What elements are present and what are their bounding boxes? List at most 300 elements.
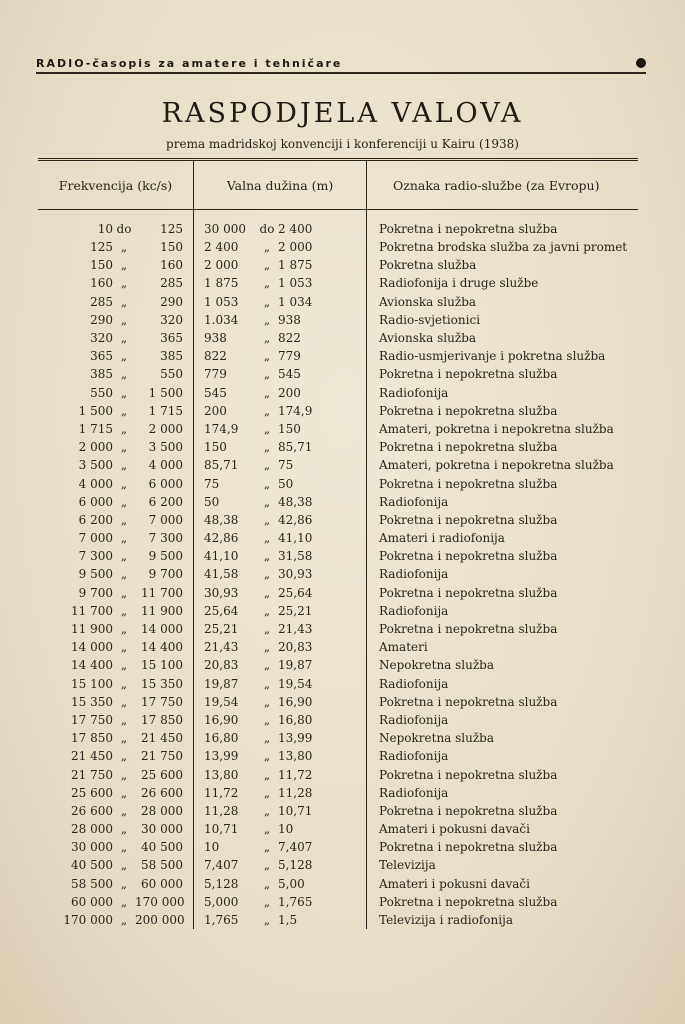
frequency-cell bbox=[38, 711, 194, 729]
frequency-separator: „ bbox=[120, 385, 128, 400]
table-row bbox=[38, 765, 638, 783]
table-row bbox=[38, 747, 638, 765]
running-header bbox=[36, 55, 646, 71]
wavelength-separator: „ bbox=[263, 258, 271, 273]
column-header-frequency: Frekvencija (kc/s) bbox=[38, 160, 194, 210]
service-cell: Radiofonija bbox=[367, 711, 639, 729]
wavelength-to: 13,99 bbox=[278, 731, 313, 746]
wavelength-cell bbox=[194, 293, 367, 311]
frequency-cell bbox=[38, 893, 194, 911]
wavelength-to: 19,87 bbox=[278, 658, 313, 673]
table-header-row bbox=[38, 160, 638, 210]
wavelength-separator: „ bbox=[263, 276, 271, 291]
frequency-from: 160 bbox=[90, 276, 113, 291]
wavelength-separator: do bbox=[259, 222, 275, 236]
frequency-from: 9 700 bbox=[78, 585, 113, 600]
wavelength-from: 25,64 bbox=[204, 603, 239, 618]
service-cell: Nepokretna služba bbox=[367, 656, 639, 674]
wavelength-cell bbox=[194, 911, 367, 929]
frequency-from: 15 100 bbox=[71, 676, 113, 691]
service-cell: Pokretna i nepokretna služba bbox=[367, 547, 639, 565]
wavelength-separator: „ bbox=[263, 840, 271, 855]
wavelength-separator: „ bbox=[263, 640, 271, 655]
frequency-separator: „ bbox=[120, 440, 128, 455]
frequency-to: 40 500 bbox=[141, 840, 183, 855]
frequency-to: 26 600 bbox=[141, 785, 183, 800]
frequency-from: 9 500 bbox=[78, 567, 113, 582]
wavelength-to: 30,93 bbox=[278, 567, 313, 582]
frequency-cell bbox=[38, 729, 194, 747]
frequency-from: 550 bbox=[90, 385, 113, 400]
frequency-from: 365 bbox=[90, 349, 113, 364]
service-cell: Avionska služba bbox=[367, 293, 639, 311]
service-cell: Radiofonija bbox=[367, 747, 639, 765]
table-row bbox=[38, 384, 638, 402]
frequency-separator: „ bbox=[120, 858, 128, 873]
service-cell: Pokretna i nepokretna služba bbox=[367, 838, 639, 856]
frequency-from: 3 500 bbox=[78, 458, 113, 473]
frequency-cell bbox=[38, 274, 194, 292]
table-row bbox=[38, 347, 638, 365]
wavelength-to: 545 bbox=[278, 367, 301, 382]
frequency-cell bbox=[38, 384, 194, 402]
wavelength-from: 30 000 bbox=[204, 222, 246, 236]
journal-name: RADIO-časopis za amatere i tehničare bbox=[36, 56, 343, 70]
table-row bbox=[38, 584, 638, 602]
frequency-cell bbox=[38, 856, 194, 874]
wavelength-to: 174,9 bbox=[278, 403, 313, 418]
frequency-separator: „ bbox=[120, 476, 128, 491]
frequency-from: 10 bbox=[97, 222, 113, 236]
frequency-separator: „ bbox=[120, 312, 128, 327]
frequency-from: 26 600 bbox=[71, 803, 113, 818]
wavelength-cell bbox=[194, 238, 367, 256]
frequency-separator: „ bbox=[120, 840, 128, 855]
frequency-separator: „ bbox=[120, 676, 128, 691]
wavelength-to: 41,10 bbox=[278, 531, 313, 546]
wavelength-to: 50 bbox=[278, 476, 294, 491]
frequency-cell bbox=[38, 311, 194, 329]
wavelength-from: 822 bbox=[204, 349, 227, 364]
column-header-service: Oznaka radio-službe (za Evropu) bbox=[367, 160, 639, 210]
wavelength-cell bbox=[194, 529, 367, 547]
frequency-to: 125 bbox=[160, 222, 183, 236]
wavelength-to: 75 bbox=[278, 458, 294, 473]
frequency-to: 2 000 bbox=[148, 421, 183, 436]
frequency-separator: „ bbox=[120, 822, 128, 837]
column-header-wavelength: Valna dužina (m) bbox=[194, 160, 367, 210]
wavelength-to: 25,64 bbox=[278, 585, 313, 600]
wavelength-from: 41,10 bbox=[204, 549, 239, 564]
frequency-to: 21 450 bbox=[141, 731, 183, 746]
wavelength-separator: „ bbox=[263, 367, 271, 382]
frequency-to: 58 500 bbox=[141, 858, 183, 873]
frequency-from: 14 400 bbox=[71, 658, 113, 673]
frequency-separator: „ bbox=[120, 785, 128, 800]
wavelength-separator: „ bbox=[263, 622, 271, 637]
wavelength-from: 1 875 bbox=[204, 276, 239, 291]
frequency-from: 21 750 bbox=[71, 767, 113, 782]
frequency-separator: „ bbox=[120, 567, 128, 582]
frequency-cell bbox=[38, 511, 194, 529]
frequency-cell bbox=[38, 838, 194, 856]
table-row bbox=[38, 856, 638, 874]
wavelength-from: 938 bbox=[204, 331, 227, 346]
frequency-to: 320 bbox=[160, 312, 183, 327]
wavelength-to: 10,71 bbox=[278, 803, 313, 818]
wavelength-from: 545 bbox=[204, 385, 227, 400]
wavelength-from: 1,765 bbox=[204, 913, 239, 928]
page-title: RASPODJELA VALOVA bbox=[161, 98, 524, 129]
frequency-separator: „ bbox=[120, 276, 128, 291]
wavelength-to: 10 bbox=[278, 822, 294, 837]
wavelength-from: 5,000 bbox=[204, 894, 239, 909]
wavelength-separator: „ bbox=[263, 694, 271, 709]
frequency-to: 11 700 bbox=[141, 585, 183, 600]
wavelength-cell bbox=[194, 638, 367, 656]
service-cell: Pokretna i nepokretna služba bbox=[367, 438, 639, 456]
frequency-from: 14 000 bbox=[71, 640, 113, 655]
frequency-to: 7 300 bbox=[148, 531, 183, 546]
wavelength-from: 10,71 bbox=[204, 822, 239, 837]
wavelength-to: 85,71 bbox=[278, 440, 313, 455]
frequency-to: 14 000 bbox=[141, 622, 183, 637]
service-cell: Pokretna i nepokretna služba bbox=[367, 765, 639, 783]
wavelength-separator: „ bbox=[263, 749, 271, 764]
service-cell: Pokretna i nepokretna služba bbox=[367, 365, 639, 383]
frequency-to: 17 750 bbox=[141, 694, 183, 709]
wavelength-to: 1 053 bbox=[278, 276, 313, 291]
wavelength-separator: „ bbox=[263, 913, 271, 928]
frequency-from: 6 200 bbox=[78, 512, 113, 527]
wavelength-separator: „ bbox=[263, 240, 271, 255]
wavelength-to: 31,58 bbox=[278, 549, 313, 564]
frequency-cell bbox=[38, 256, 194, 274]
frequency-cell bbox=[38, 875, 194, 893]
table-row bbox=[38, 529, 638, 547]
wavelength-separator: „ bbox=[263, 785, 271, 800]
frequency-to: 28 000 bbox=[141, 803, 183, 818]
wavelength-cell bbox=[194, 765, 367, 783]
wavelength-cell bbox=[194, 402, 367, 420]
wavelength-from: 7,407 bbox=[204, 858, 239, 873]
wavelength-separator: „ bbox=[263, 385, 271, 400]
wavelength-cell bbox=[194, 210, 367, 239]
frequency-cell bbox=[38, 693, 194, 711]
service-cell: Radiofonija bbox=[367, 602, 639, 620]
wavelength-separator: „ bbox=[263, 567, 271, 582]
frequency-cell bbox=[38, 293, 194, 311]
frequency-to: 4 000 bbox=[148, 458, 183, 473]
wavelength-cell bbox=[194, 875, 367, 893]
frequency-to: 160 bbox=[160, 258, 183, 273]
table-row bbox=[38, 238, 638, 256]
frequency-to: 285 bbox=[160, 276, 183, 291]
wavelength-to: 42,86 bbox=[278, 512, 313, 527]
service-cell: Radiofonija bbox=[367, 565, 639, 583]
wavelength-cell bbox=[194, 438, 367, 456]
frequency-cell bbox=[38, 420, 194, 438]
frequency-cell bbox=[38, 620, 194, 638]
frequency-separator: „ bbox=[120, 731, 128, 746]
wavelength-cell bbox=[194, 311, 367, 329]
frequency-from: 290 bbox=[90, 312, 113, 327]
wavelength-cell bbox=[194, 856, 367, 874]
frequency-to: 1 715 bbox=[148, 403, 183, 418]
frequency-from: 1 715 bbox=[78, 421, 113, 436]
wavelength-from: 2 400 bbox=[204, 240, 239, 255]
wavelength-separator: „ bbox=[263, 803, 271, 818]
service-cell: Pokretna brodska služba za javni promet bbox=[367, 238, 639, 256]
frequency-cell bbox=[38, 656, 194, 674]
frequency-to: 290 bbox=[160, 294, 183, 309]
wavelength-separator: „ bbox=[263, 440, 271, 455]
wavelength-from: 19,54 bbox=[204, 694, 239, 709]
service-cell: Pokretna služba bbox=[367, 256, 639, 274]
frequency-from: 58 500 bbox=[71, 876, 113, 891]
wavelength-from: 41,58 bbox=[204, 567, 239, 582]
frequency-to: 200 000 bbox=[135, 913, 185, 928]
frequency-separator: „ bbox=[120, 585, 128, 600]
table-row bbox=[38, 311, 638, 329]
table-row bbox=[38, 875, 638, 893]
wavelength-separator: „ bbox=[263, 676, 271, 691]
frequency-to: 9 500 bbox=[148, 549, 183, 564]
wavelength-separator: „ bbox=[263, 549, 271, 564]
table-row bbox=[38, 802, 638, 820]
wavelength-cell bbox=[194, 838, 367, 856]
service-cell: Nepokretna služba bbox=[367, 729, 639, 747]
wavelength-to: 779 bbox=[278, 349, 301, 364]
wavelength-separator: „ bbox=[263, 603, 271, 618]
wavelength-to: 11,72 bbox=[278, 767, 313, 782]
frequency-from: 60 000 bbox=[71, 894, 113, 909]
table-row bbox=[38, 711, 638, 729]
frequency-separator: „ bbox=[120, 803, 128, 818]
frequency-from: 385 bbox=[90, 367, 113, 382]
wavelength-cell bbox=[194, 784, 367, 802]
frequency-to: 15 100 bbox=[141, 658, 183, 673]
frequency-separator: „ bbox=[120, 603, 128, 618]
service-cell: Amateri, pokretna i nepokretna služba bbox=[367, 420, 639, 438]
frequency-cell bbox=[38, 820, 194, 838]
wavelength-to: 1,5 bbox=[278, 913, 298, 928]
wavelength-to: 20,83 bbox=[278, 640, 313, 655]
table-row bbox=[38, 210, 638, 239]
wavelength-from: 200 bbox=[204, 403, 227, 418]
frequency-separator: „ bbox=[120, 458, 128, 473]
frequency-to: 14 400 bbox=[141, 640, 183, 655]
wavelength-separator: „ bbox=[263, 349, 271, 364]
frequency-to: 150 bbox=[160, 240, 183, 255]
frequency-separator: „ bbox=[120, 512, 128, 527]
bullet-dot-icon bbox=[636, 58, 646, 68]
wavelength-cell bbox=[194, 584, 367, 602]
wavelength-cell bbox=[194, 329, 367, 347]
table-body bbox=[38, 210, 638, 930]
frequency-to: 6 200 bbox=[148, 494, 183, 509]
wavelength-separator: „ bbox=[263, 421, 271, 436]
frequency-separator: „ bbox=[120, 894, 128, 909]
wavelength-separator: „ bbox=[263, 585, 271, 600]
table-row bbox=[38, 256, 638, 274]
service-cell: Radio-usmjerivanje i pokretna služba bbox=[367, 347, 639, 365]
frequency-from: 21 450 bbox=[71, 749, 113, 764]
wavelength-cell bbox=[194, 893, 367, 911]
frequency-from: 30 000 bbox=[71, 840, 113, 855]
frequency-from: 320 bbox=[90, 331, 113, 346]
table-row bbox=[38, 820, 638, 838]
frequency-from: 7 300 bbox=[78, 549, 113, 564]
frequency-cell bbox=[38, 238, 194, 256]
wavelength-from: 20,83 bbox=[204, 658, 239, 673]
frequency-from: 2 000 bbox=[78, 440, 113, 455]
service-cell: Pokretna i nepokretna služba bbox=[367, 693, 639, 711]
table-row bbox=[38, 456, 638, 474]
frequency-cell bbox=[38, 438, 194, 456]
table-row bbox=[38, 493, 638, 511]
frequency-from: 17 750 bbox=[71, 712, 113, 727]
frequency-to: 365 bbox=[160, 331, 183, 346]
wavelength-separator: „ bbox=[263, 294, 271, 309]
wavelength-from: 174,9 bbox=[204, 421, 239, 436]
wavelength-from: 30,93 bbox=[204, 585, 239, 600]
service-cell: Radiofonija bbox=[367, 493, 639, 511]
wavelength-to: 11,28 bbox=[278, 785, 313, 800]
wavelength-separator: „ bbox=[263, 476, 271, 491]
frequency-from: 170 000 bbox=[63, 913, 113, 928]
wavelength-cell bbox=[194, 711, 367, 729]
service-cell: Televizija bbox=[367, 856, 639, 874]
frequency-to: 6 000 bbox=[148, 476, 183, 491]
service-cell: Amateri, pokretna i nepokretna služba bbox=[367, 456, 639, 474]
table-row bbox=[38, 420, 638, 438]
frequency-to: 170 000 bbox=[135, 894, 185, 909]
frequency-cell bbox=[38, 675, 194, 693]
frequency-cell bbox=[38, 584, 194, 602]
frequency-to: 11 900 bbox=[141, 603, 183, 618]
wavelength-cell bbox=[194, 565, 367, 583]
frequency-from: 150 bbox=[90, 258, 113, 273]
wavelength-cell bbox=[194, 347, 367, 365]
wavelength-to: 1 034 bbox=[278, 294, 313, 309]
wavelength-to: 2 400 bbox=[278, 222, 313, 236]
frequency-cell bbox=[38, 347, 194, 365]
frequency-separator: „ bbox=[120, 913, 128, 928]
wavelength-separator: „ bbox=[263, 331, 271, 346]
service-cell: Amateri i pokusni davači bbox=[367, 820, 639, 838]
wavelength-cell bbox=[194, 747, 367, 765]
wavelength-to: 21,43 bbox=[278, 622, 313, 637]
table-row bbox=[38, 474, 638, 492]
wavelength-to: 48,38 bbox=[278, 494, 313, 509]
wavelength-from: 10 bbox=[204, 840, 220, 855]
wavelength-from: 1.034 bbox=[204, 312, 239, 327]
frequency-from: 6 000 bbox=[78, 494, 113, 509]
wavelength-cell bbox=[194, 474, 367, 492]
frequency-separator: „ bbox=[120, 258, 128, 273]
frequency-from: 15 350 bbox=[71, 694, 113, 709]
frequency-cell bbox=[38, 565, 194, 583]
wavelength-separator: „ bbox=[263, 822, 271, 837]
table-row bbox=[38, 729, 638, 747]
frequency-from: 11 900 bbox=[71, 622, 113, 637]
wavelength-from: 11,28 bbox=[204, 803, 239, 818]
wavelength-from: 21,43 bbox=[204, 640, 239, 655]
frequency-from: 285 bbox=[90, 294, 113, 309]
frequency-separator: „ bbox=[120, 549, 128, 564]
page-subtitle: prema madridskoj konvenciji i konferenciji u Kairu (1938) bbox=[166, 137, 519, 151]
frequency-from: 1 500 bbox=[78, 403, 113, 418]
service-cell: Avionska služba bbox=[367, 329, 639, 347]
frequency-separator: „ bbox=[120, 494, 128, 509]
wavelength-to: 200 bbox=[278, 385, 301, 400]
frequency-cell bbox=[38, 602, 194, 620]
wavelength-to: 150 bbox=[278, 421, 301, 436]
frequency-separator: „ bbox=[120, 240, 128, 255]
frequency-from: 7 000 bbox=[78, 531, 113, 546]
frequency-separator: „ bbox=[120, 658, 128, 673]
frequency-to: 1 500 bbox=[148, 385, 183, 400]
wavelength-cell bbox=[194, 547, 367, 565]
wavelength-to: 25,21 bbox=[278, 603, 313, 618]
frequency-from: 11 700 bbox=[71, 603, 113, 618]
frequency-separator: „ bbox=[120, 531, 128, 546]
table-row bbox=[38, 547, 638, 565]
table-row bbox=[38, 602, 638, 620]
frequency-separator: „ bbox=[120, 622, 128, 637]
wavelength-from: 13,99 bbox=[204, 749, 239, 764]
wavelength-from: 11,72 bbox=[204, 785, 239, 800]
service-cell: Radiofonija bbox=[367, 384, 639, 402]
wavelength-separator: „ bbox=[263, 876, 271, 891]
frequency-from: 4 000 bbox=[78, 476, 113, 491]
wavelength-to: 1,765 bbox=[278, 894, 313, 909]
frequency-cell bbox=[38, 802, 194, 820]
wavelength-from: 2 000 bbox=[204, 258, 239, 273]
frequency-cell bbox=[38, 365, 194, 383]
frequency-cell bbox=[38, 474, 194, 492]
service-cell: Radio-svjetionici bbox=[367, 311, 639, 329]
wavelength-to: 16,90 bbox=[278, 694, 313, 709]
wavelength-cell bbox=[194, 420, 367, 438]
table-row bbox=[38, 838, 638, 856]
frequency-separator: „ bbox=[120, 876, 128, 891]
frequency-separator: „ bbox=[120, 331, 128, 346]
frequency-cell bbox=[38, 402, 194, 420]
table-row bbox=[38, 274, 638, 292]
frequency-cell bbox=[38, 911, 194, 929]
wave-allocation-table bbox=[38, 158, 638, 929]
table-row bbox=[38, 511, 638, 529]
wavelength-separator: „ bbox=[263, 458, 271, 473]
table-row bbox=[38, 365, 638, 383]
wavelength-from: 16,90 bbox=[204, 712, 239, 727]
frequency-cell bbox=[38, 329, 194, 347]
frequency-cell bbox=[38, 547, 194, 565]
frequency-from: 25 600 bbox=[71, 785, 113, 800]
wavelength-to: 822 bbox=[278, 331, 301, 346]
frequency-to: 7 000 bbox=[148, 512, 183, 527]
frequency-to: 15 350 bbox=[141, 676, 183, 691]
wavelength-to: 1 875 bbox=[278, 258, 313, 273]
frequency-from: 125 bbox=[90, 240, 113, 255]
wavelength-separator: „ bbox=[263, 894, 271, 909]
wavelength-from: 1 053 bbox=[204, 294, 239, 309]
wavelength-from: 50 bbox=[204, 494, 220, 509]
service-cell: Televizija i radiofonija bbox=[367, 911, 639, 929]
service-cell: Radiofonija i druge službe bbox=[367, 274, 639, 292]
